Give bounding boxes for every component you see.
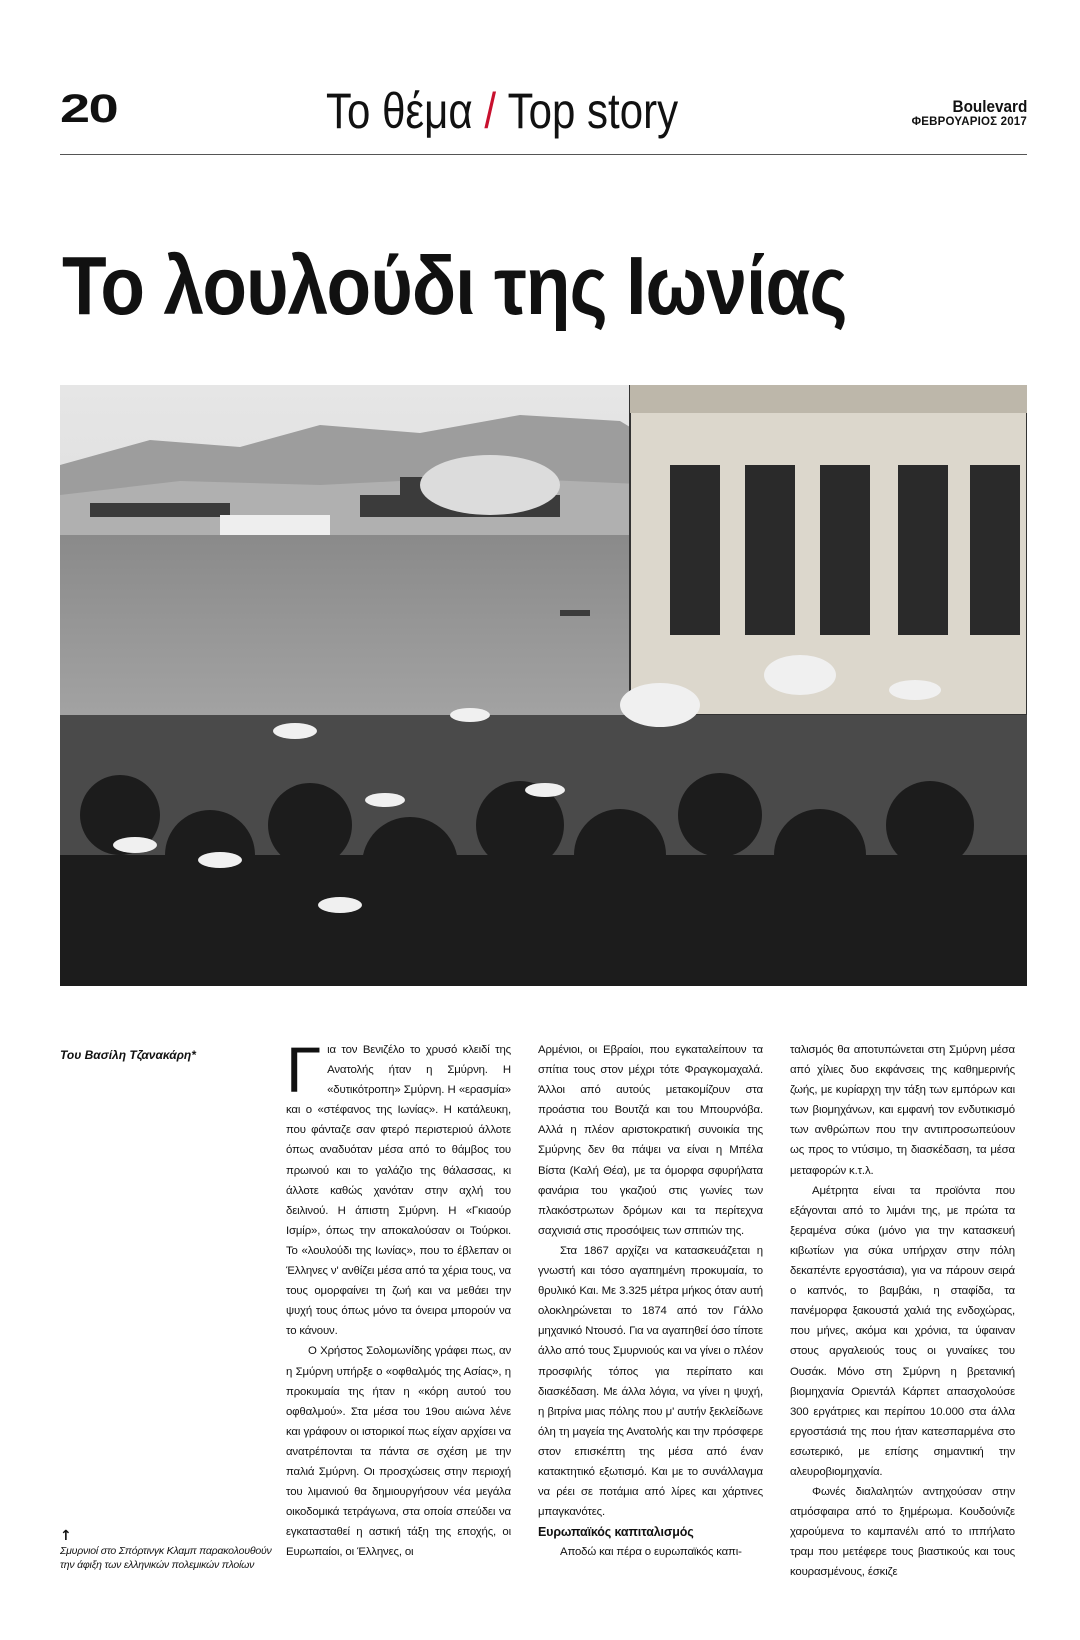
section-title <box>326 82 678 140</box>
header-rule <box>60 154 1027 155</box>
caption-text: Σμυρνιοί στο Σπόρτινγκ Κλαμπ παρακολουθούν την άφιξη των ελληνικών πολεμικών πλοίων <box>60 1545 272 1571</box>
page-number: 20 <box>60 87 118 131</box>
subheading: Ευρωπαϊκός καπιταλισμός <box>538 1525 694 1540</box>
section-separator: / <box>484 83 496 139</box>
paragraph: Στα 1867 αρχίζει να κατασκευάζεται η γνωστή και τόσο αγαπημένη προκυμαία, το θρυλικό Και. Με 3.325 μέτρα μήκος όταν αυτή ολοκληρώνεται το 1874 από τον Γάλλο μηχανικό Ντουσό. Για να αγαπηθεί όσο τίποτε άλλο από τους Σμυρνιούς και να γίνει ο πλέον προσφιλής τόπος για περίπατο και διασκέδαση. Με άλλα λόγια, να γίνει η ψυχή, η βιτρίνα μιας πόλης που μ' αυτήν ξεκλείδωνε όλη τη μαγεία της Ανατολής και την πρόσφερε στον επισκέπτη της μέσα από έναν κατακτητικό εξωτισμό. Και με το συνάλλαγμα να ρέει σε ποτάμια από λίρες και χάρτινες μπαγκανότες. <box>538 1244 763 1519</box>
paragraph: Αποδώ και πέρα ο ευρωπαϊκός καπι- <box>560 1546 742 1559</box>
paragraph: Αρμένιοι, οι Εβραίοι, που εγκαταλείπουν τα σπίτια τους στον μέχρι τότε Φραγκομαχαλά. Άλλοι από αυτούς μετακομίζουν στα προάστια του Βουτζά και του Μπουρνόβα. Αλλά η πλέον αριστοκρατική συνοικία της Σμύρνης δεν θα πάψει να είναι η Μπέλα Βίστα (Καλή Θέα), με τα όμορφα σφυρήλατα φανάρια του γκαζιού στις γωνίες των πλακόστρωτων δρόμων και τα περίτεχνα σαχνισιά στις προσόψεις των σπιτιών της. <box>538 1044 763 1237</box>
article-column-1 <box>286 1034 511 1562</box>
article-column-2 <box>538 1040 763 1562</box>
publication-masthead <box>912 99 1027 129</box>
section-title-greek: Το θέμα <box>326 83 473 139</box>
paragraph: ταλισμός θα αποτυπώνεται στη Σμύρνη μέσα από χίλιες δυο εκφάνσεις της καθημερινής ζωής, με κυρίαρχη την τάξη των εμπόρων και των βιομηχάνων, και εμφανή τον ενδυτικισμό των ανθρώπων που την αντιπροσωπεύουν ως προς το ντύσιμο, τη διασκέδαση, τα μέσα μεταφορών κ.τ.λ. <box>790 1044 1015 1177</box>
photo-caption <box>60 1530 280 1572</box>
issue-date: ΦΕΒΡΟΥΑΡΙΟΣ 2017 <box>911 116 1027 128</box>
drop-cap: Γ <box>286 1034 322 1106</box>
paragraph: Αμέτρητα είναι τα προϊόντα που εξάγονται από το λιμάνι της, με πρώτα τα ξεραμένα σύκα (μόνο για την κατασκευή κιβωτίων για σύκα υπήρχαν στην πόλη δεκαπέντε εργοστάσια), για να πάρουν σειρά ο καπνός, το βαμβάκι, η σταφίδα, τα πανέμορφα ξακουστά χαλιά της ενδοχώρας, που μήνες, ακόμα και χρόνια, τα ύφαιναν στους αργαλειούς τους οι γυναίκες του Ουσάκ. Μόνο στη Σμύρνη η βρετανική βιομηχανία Οριεντάλ Κάρπετ απασχολούσε 300 εργάτριες και περίπου 10.000 στα άλλα εργοστάσιά της που ήταν κατεσπαρμένα στο εσωτερικό, με επίσης σημαντική την αλευροβιομηχανία. <box>790 1184 1015 1478</box>
caption-arrow-icon: ↑ <box>60 1528 72 1544</box>
paragraph: Ο Χρήστος Σολομωνίδης γράφει πως, αν η Σμύρνη υπήρξε ο «οφθαλμός της Ασίας», η προκυμαία της ήταν η «κόρη αυτού του οφθαλμού». Στα μέσα του 19ου αιώνα λένε και γράφουν οι ιστορικοί πως είχαν αρχίσει να ανατρέπονται τα πάντα σε σχέση με την παλιά Σμύρνη. Οι προσχώσεις στην περιοχή του λιμανιού θα δημιουργήσουν νέα μεγάλα οικοδομικά τετράγωνα, στα οποία σπεύδει να εγκατασταθεί η αστική τάξη της εποχής, οι Ευρωπαίοι, οι Έλληνες, οι <box>286 1345 511 1559</box>
article-headline: Το λουλούδι της Ιωνίας <box>62 239 847 332</box>
article-photo <box>60 385 1027 986</box>
paragraph <box>286 1034 511 1341</box>
byline: Του Βασίλη Τζανακάρη* <box>60 1048 196 1062</box>
section-title-english: Top story <box>507 83 679 139</box>
paragraph: Φωνές διαλαλητών αντηχούσαν στην ατμόσφαιρα από το ξημέρωμα. Κουδούνιζε χαρούμενα το καμπανέλι από το ιππήλατο τραμ που μετέφερε τους βιαστικούς και τους κουρασμένους, έσκιζε <box>790 1486 1015 1579</box>
article-column-3 <box>790 1040 1015 1583</box>
paragraph-text: ια τον Βενιζέλο το χρυσό κλειδί της Ανατολής ήταν η Σμύρνη. Η «δυτικότροπη» Σμύρνη. Η «ερασμία» και ο «στέφανος της Ιωνίας». Η κατάλευκη, που φάνταζε σαν φτερό περιστεριού άλλοτε όπως αναδυόταν μέσα από το θάμβος του πρωινού και το γαλάζιο της θάλασσας, κι άλλοτε καθώς χανόταν στην αχλή του δειλινού. Η άπιστη Σμύρνη. Η «Γκιαούρ Ισμίρ», όπως την αποκαλούσαν οι Τούρκοι. Το «λουλούδι της Ιωνίας», που το έβλεπαν οι Έλληνες ν' ανθίζει μέσα από τα χέρια τους, να τους ομορφαίνει τη ζωή και να μεθάει την ψυχή τους όπως μόνο τα όνειρα μπορούν να το κάνουν. <box>286 1044 511 1338</box>
brand-name: Boulevard <box>952 97 1027 116</box>
